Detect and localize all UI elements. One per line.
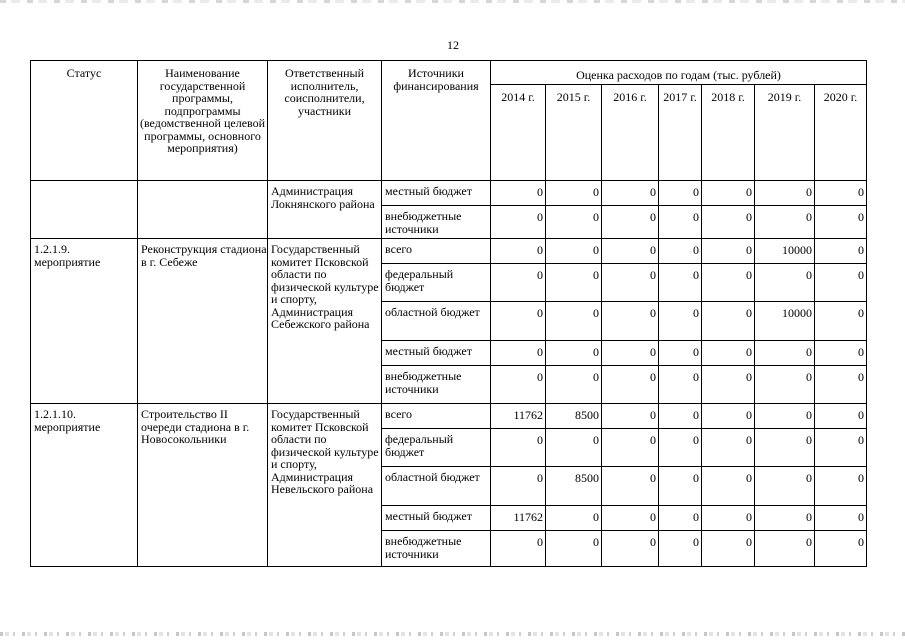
funding-source-cell: федеральный бюджет <box>382 429 491 467</box>
value-cell: 0 <box>702 206 755 239</box>
value-cell: 0 <box>491 366 546 404</box>
header-year: 2020 г. <box>815 85 867 181</box>
value-cell: 0 <box>815 506 867 531</box>
header-executor: Ответственный исполнитель, соисполнители, участники <box>268 61 382 181</box>
funding-source-cell: внебюджетные источники <box>382 366 491 404</box>
value-cell: 0 <box>702 404 755 429</box>
value-cell: 0 <box>815 366 867 404</box>
value-cell: 8500 <box>546 467 602 506</box>
header-year: 2017 г. <box>659 85 702 181</box>
value-cell: 0 <box>702 429 755 467</box>
value-cell: 0 <box>659 531 702 567</box>
value-cell: 0 <box>659 429 702 467</box>
header-year: 2018 г. <box>702 85 755 181</box>
funding-source-cell: внебюджетные источники <box>382 206 491 239</box>
table-row <box>31 404 867 429</box>
value-cell: 0 <box>815 181 867 206</box>
value-cell: 0 <box>702 341 755 366</box>
value-cell: 0 <box>755 264 815 302</box>
value-cell: 0 <box>602 366 659 404</box>
value-cell: 0 <box>659 341 702 366</box>
value-cell: 0 <box>815 404 867 429</box>
value-cell: 0 <box>546 264 602 302</box>
value-cell: 10000 <box>755 302 815 341</box>
name-cell: Реконструкция стадиона в г. Себеже <box>138 239 268 404</box>
value-cell: 0 <box>815 531 867 567</box>
value-cell: 0 <box>659 264 702 302</box>
funding-source-cell: внебюджетные источники <box>382 531 491 567</box>
value-cell: 0 <box>491 181 546 206</box>
value-cell: 0 <box>659 302 702 341</box>
value-cell: 0 <box>659 366 702 404</box>
value-cell: 0 <box>546 181 602 206</box>
value-cell: 0 <box>602 239 659 264</box>
value-cell: 0 <box>755 429 815 467</box>
status-cell: 1.2.1.9. мероприятие <box>31 239 138 404</box>
value-cell: 0 <box>755 506 815 531</box>
executor-text: Администрация Локнянского района <box>271 184 375 211</box>
value-cell: 10000 <box>755 239 815 264</box>
value-cell: 0 <box>602 506 659 531</box>
value-cell: 0 <box>659 181 702 206</box>
funding-source-cell: местный бюджет <box>382 341 491 366</box>
value-cell: 0 <box>546 429 602 467</box>
scan-artifact-bottom <box>0 632 905 636</box>
value-cell: 0 <box>491 264 546 302</box>
value-cell: 0 <box>546 206 602 239</box>
value-cell: 0 <box>702 302 755 341</box>
name-cell: Строительство II очереди стадиона в г. Новосокольники <box>138 404 268 567</box>
value-cell: 0 <box>815 429 867 467</box>
header-funding-sources: Источники финансирования <box>382 61 491 181</box>
value-cell: 0 <box>602 341 659 366</box>
value-cell: 0 <box>659 404 702 429</box>
value-cell: 0 <box>491 429 546 467</box>
value-cell: 0 <box>546 366 602 404</box>
value-cell: 0 <box>702 239 755 264</box>
value-cell: 0 <box>815 341 867 366</box>
value-cell: 8500 <box>546 404 602 429</box>
value-cell: 0 <box>702 531 755 567</box>
value-cell: 0 <box>659 206 702 239</box>
header-year: 2014 г. <box>491 85 546 181</box>
value-cell: 0 <box>755 366 815 404</box>
value-cell: 0 <box>546 506 602 531</box>
value-cell: 0 <box>815 264 867 302</box>
value-cell: 11762 <box>491 506 546 531</box>
value-cell: 0 <box>815 467 867 506</box>
value-cell: 0 <box>491 239 546 264</box>
value-cell: 0 <box>755 206 815 239</box>
value-cell: 0 <box>602 404 659 429</box>
header-program-name: Наименование государственной программы, подпрограммы (ведомственной целевой программы, основного мероприятия) <box>138 61 268 181</box>
value-cell: 0 <box>491 302 546 341</box>
header-expense-estimate: Оценка расходов по годам (тыс. рублей) <box>491 61 867 85</box>
value-cell: 0 <box>602 206 659 239</box>
table-row <box>31 239 867 264</box>
value-cell: 0 <box>702 264 755 302</box>
funding-source-cell: местный бюджет <box>382 506 491 531</box>
value-cell: 0 <box>755 467 815 506</box>
header-year: 2019 г. <box>755 85 815 181</box>
funding-source-cell: областной бюджет <box>382 302 491 341</box>
expense-table <box>30 60 867 567</box>
value-cell: 0 <box>702 366 755 404</box>
funding-source-cell: местный бюджет <box>382 181 491 206</box>
value-cell: 0 <box>659 239 702 264</box>
funding-source-cell: всего <box>382 239 491 264</box>
value-cell: 0 <box>702 181 755 206</box>
executor-cell: Государственный комитет Псковской области по физической культуре и спорту, Администрация Невельского района <box>268 404 382 567</box>
value-cell: 0 <box>491 531 546 567</box>
value-cell: 0 <box>602 467 659 506</box>
value-cell: 0 <box>755 181 815 206</box>
value-cell: 0 <box>546 531 602 567</box>
header-status: Статус <box>31 61 138 181</box>
funding-source-cell: всего <box>382 404 491 429</box>
value-cell: 0 <box>755 341 815 366</box>
value-cell: 0 <box>602 531 659 567</box>
value-cell: 0 <box>702 506 755 531</box>
value-cell: 0 <box>755 531 815 567</box>
value-cell: 0 <box>491 467 546 506</box>
scan-artifact-top <box>0 0 905 3</box>
header-year: 2016 г. <box>602 85 659 181</box>
value-cell: 0 <box>491 341 546 366</box>
value-cell: 0 <box>702 467 755 506</box>
value-cell: 0 <box>659 467 702 506</box>
executor-cell <box>268 181 382 239</box>
value-cell: 0 <box>659 506 702 531</box>
value-cell: 0 <box>546 302 602 341</box>
status-cell: 1.2.1.10. мероприятие <box>31 404 138 567</box>
value-cell: 0 <box>815 206 867 239</box>
funding-source-cell: федеральный бюджет <box>382 264 491 302</box>
value-cell: 11762 <box>491 404 546 429</box>
value-cell: 0 <box>602 429 659 467</box>
page-number: 12 <box>447 38 459 52</box>
funding-source-cell: областной бюджет <box>382 467 491 506</box>
value-cell: 0 <box>602 264 659 302</box>
status-cell <box>31 181 138 239</box>
value-cell: 0 <box>491 206 546 239</box>
value-cell: 0 <box>755 404 815 429</box>
executor-cell: Государственный комитет Псковской области по физической культуре и спорту, Администрация Себежского района <box>268 239 382 404</box>
header-year: 2015 г. <box>546 85 602 181</box>
value-cell: 0 <box>815 239 867 264</box>
value-cell: 0 <box>546 341 602 366</box>
name-cell <box>138 181 268 239</box>
table-row <box>31 181 867 206</box>
value-cell: 0 <box>602 181 659 206</box>
value-cell: 0 <box>546 239 602 264</box>
value-cell: 0 <box>602 302 659 341</box>
value-cell: 0 <box>815 302 867 341</box>
